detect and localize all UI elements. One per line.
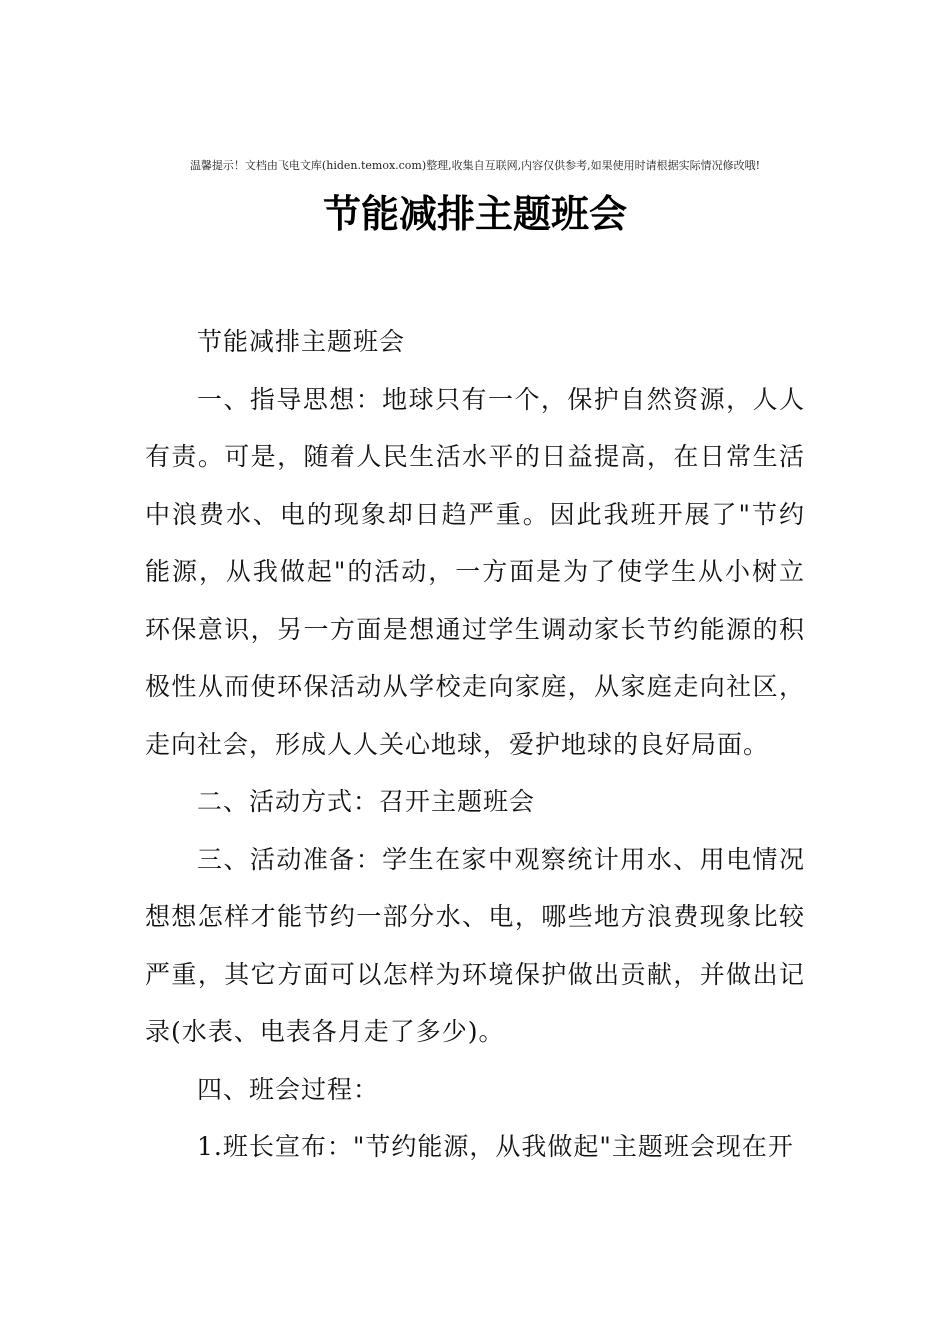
paragraph-step-1: 1.班长宣布："节约能源，从我做起"主题班会现在开	[197, 1132, 794, 1161]
paragraph-meeting-process: 四、班会过程：	[197, 1074, 380, 1104]
document-title: 节能减排主题班会	[322, 191, 627, 236]
paragraph-activity-method: 二、活动方式：召开主题班会	[197, 787, 536, 816]
paragraph-subtitle: 节能减排主题班会	[197, 327, 406, 356]
header-notice: 温馨提示！文档由飞电文库(hiden.temox.com)整理,收集自互联网,内容仅供参考,如果使用时请根据实际情况修改哦!	[189, 159, 761, 172]
paragraph-guiding-thought: 一、指导思想：地球只有一个，保护自然资源，人人有责。可是，随着人民生活水平的日益提高，在日常生活中浪费水、电的现象却日趋严重。因此我班开展了"节约能源，从我做起"的活动，一方面是为了使学生从小树立环保意识，另一方面是想通过学生调动家长节约能源的积极性从而使环保活动从学校走向家庭，从家庭走向社区，走向社会，形成人人关心地球，爱护地球的良好局面。	[145, 384, 805, 759]
document-body	[145, 313, 805, 1176]
paragraph-activity-preparation: 三、活动准备：学生在家中观察统计用水、用电情况想想怎样才能节约一部分水、电，哪些地方浪费现象比较严重，其它方面可以怎样为环境保护做出贡献，并做出记录(水表、电表各月走了多少)。	[145, 844, 805, 1046]
